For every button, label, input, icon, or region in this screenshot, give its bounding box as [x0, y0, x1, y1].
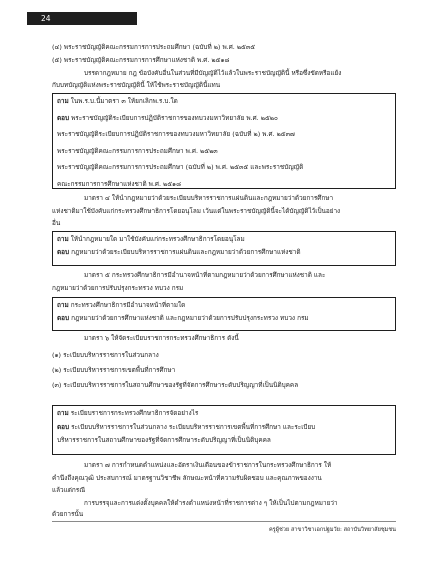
answer-row — [57, 247, 391, 258]
question-text: ระเบียบราชการกระทรวงศึกษาธิการจัดอย่างไร — [70, 409, 199, 417]
paragraph-line: บรรดากฎหมาย กฎ ข้อบังคับอื่นในส่วนที่มีบัญญัติไว้แล้วในพระราชบัญญัตินี้ หรือซึ่งขัดหรือแย้ง — [84, 69, 342, 77]
paragraph-line: กับบทบัญญัติแห่งพระราชบัญญัตินี้ ให้ใช้พระราชบัญญัตินี้แทน — [52, 81, 221, 89]
list-item: (๕) พระราชบัญญัติคณะกรรมการการศึกษาแห่งชาติ พ.ศ. ๒๕๑๘ — [52, 56, 230, 64]
paragraph-line: แล้วแต่กรณี — [52, 486, 86, 494]
list-item: (๓) ระเบียบบริหารราชการในสถานศึกษาของรัฐที่จัดการศึกษาระดับปริญญาที่เป็นนิติบุคคล — [52, 381, 299, 389]
question-label: ถาม — [57, 235, 69, 243]
question-text: กระทรวงศึกษาธิการมีอำนาจหน้าที่ตามใด — [70, 301, 186, 309]
answer-text: ระเบียบบริหารราชการในส่วนกลาง ระเบียบบริหารราชการเขตพื้นที่การศึกษา และระเบียบ — [71, 422, 316, 431]
paragraph-line: แห่งชาติมาใช้บังคับแก่กระทรวงศึกษาธิการโดยอนุโลม เว้นแต่ในพระราชบัญญัตินี้จะได้บัญญัติไว้เป็นอย่าง — [52, 207, 341, 215]
qa-box-2 — [52, 231, 396, 266]
answer-text: กฎหมายว่าด้วยระเบียบบริหารราชการแผ่นดินและกฎหมายว่าด้วยการศึกษาแห่งชาติ — [71, 247, 301, 256]
paragraph-line: มาตรา ๔ ให้นำกฎหมายว่าด้วยระเบียบบริหารราชการแผ่นดินและกฎหมายว่าด้วยการศึกษา — [84, 194, 334, 202]
list-item: (๔) พระราชบัญญัติคณะกรรมการการประถมศึกษา (ฉบับที่ ๒) พ.ศ. ๒๕๓๕ — [52, 43, 256, 51]
paragraph-line: การบรรจุและการแต่งตั้งบุคคลให้ดำรงตำแหน่งหน้าที่ราชการต่าง ๆ ให้เป็นไปตามกฎหมายว่า — [84, 499, 338, 507]
paragraph-line: ด้วยการนั้น — [52, 510, 84, 518]
list-item: (๑) ระเบียบบริหารราชการในส่วนกลาง — [52, 351, 159, 359]
answer-text: พระราชบัญญัติระเบียบการปฏิบัติราชการของทบวงมหาวิทยาลัย พ.ศ. ๒๕๒๐ — [71, 113, 278, 122]
question-row — [57, 408, 391, 419]
answer-line: บริหารราชการในสถานศึกษาของรัฐที่จัดการศึกษาระดับปริญญาที่เป็นนิติบุคคล — [57, 436, 271, 444]
question-text: ให้นำกฎหมายใด มาใช้บังคับแก่กระทรวงศึกษาธิการโดยอนุโลม — [70, 235, 245, 243]
paragraph-line: อื่น — [52, 219, 61, 227]
question-label: ถาม — [57, 409, 69, 417]
qa-box-4 — [52, 405, 396, 455]
question-label: ถาม — [57, 97, 69, 105]
answer-label: ตอบ — [57, 422, 70, 431]
paragraph-line: มาตรา ๕ กระทรวงศึกษาธิการมีอำนาจหน้าที่ตามกฎหมายว่าด้วยการศึกษาแห่งชาติ และ — [84, 271, 326, 279]
answer-label: ตอบ — [57, 247, 70, 256]
answer-line: พระราชบัญญัติคณะกรรมการการประถมศึกษา (ฉบับที่ ๒) พ.ศ. ๒๕๓๕ และพระราชบัญญัติ — [57, 163, 304, 171]
answer-line: พระราชบัญญัติคณะกรรมการการประถมศึกษา พ.ศ. ๒๕๒๓ — [57, 146, 218, 155]
answer-line: พระราชบัญญัติระเบียบการปฏิบัติราชการของทบวงมหาวิทยาลัย (ฉบับที่ ๒) พ.ศ. ๒๕๓๗ — [57, 130, 295, 138]
answer-text: กฎหมายว่าด้วยการศึกษาแห่งชาติ และกฎหมายว่าด้วยการปรับปรุงกระทรวง ทบวง กรม — [71, 313, 309, 322]
footer-text: ครูผู้ช่วย สาขาวิชาเอกปฐมวัย: สถาบันวิทยาลัยชุมชน — [268, 527, 396, 533]
qa-box-1 — [52, 93, 396, 189]
answer-label: ตอบ — [57, 313, 70, 322]
question-row — [57, 96, 391, 107]
question-label: ถาม — [57, 301, 69, 309]
question-row — [57, 234, 391, 245]
qa-box-3 — [52, 297, 396, 331]
answer-row — [57, 313, 391, 324]
list-item: (๒) ระเบียบบริหารราชการเขตพื้นที่การศึกษา — [52, 366, 176, 374]
footer-divider — [52, 521, 396, 522]
answer-label: ตอบ — [57, 113, 70, 122]
paragraph-line: มาตรา ๖ ให้จัดระเบียบราชการกระทรวงศึกษาธิการ ดังนี้ — [84, 334, 239, 342]
question-text: ในพ.ร.บ.นี้มาตรา ๓ ให้ยกเลิกพ.ร.บ.ใด — [70, 97, 178, 105]
answer-row — [57, 113, 391, 124]
paragraph-line: มาตรา ๗ การกำหนดตำแหน่งและอัตราเงินเดือนของข้าราชการในกระทรวงศึกษาธิการ ให้ — [84, 461, 332, 469]
question-row — [57, 300, 391, 311]
paragraph-line: คำนึงถึงคุณวุฒิ ประสบการณ์ มาตรฐานวิชาชีพ ลักษณะหน้าที่ความรับผิดชอบ และคุณภาพของงาน — [52, 474, 322, 482]
answer-row — [57, 422, 391, 433]
page-number: 24 — [27, 12, 137, 25]
paragraph-line: กฎหมายว่าด้วยการปรับปรุงกระทรวง ทบวง กรม — [52, 284, 184, 292]
answer-line: คณะกรรมการการศึกษาแห่งชาติ พ.ศ. ๒๕๑๘ — [57, 179, 182, 188]
